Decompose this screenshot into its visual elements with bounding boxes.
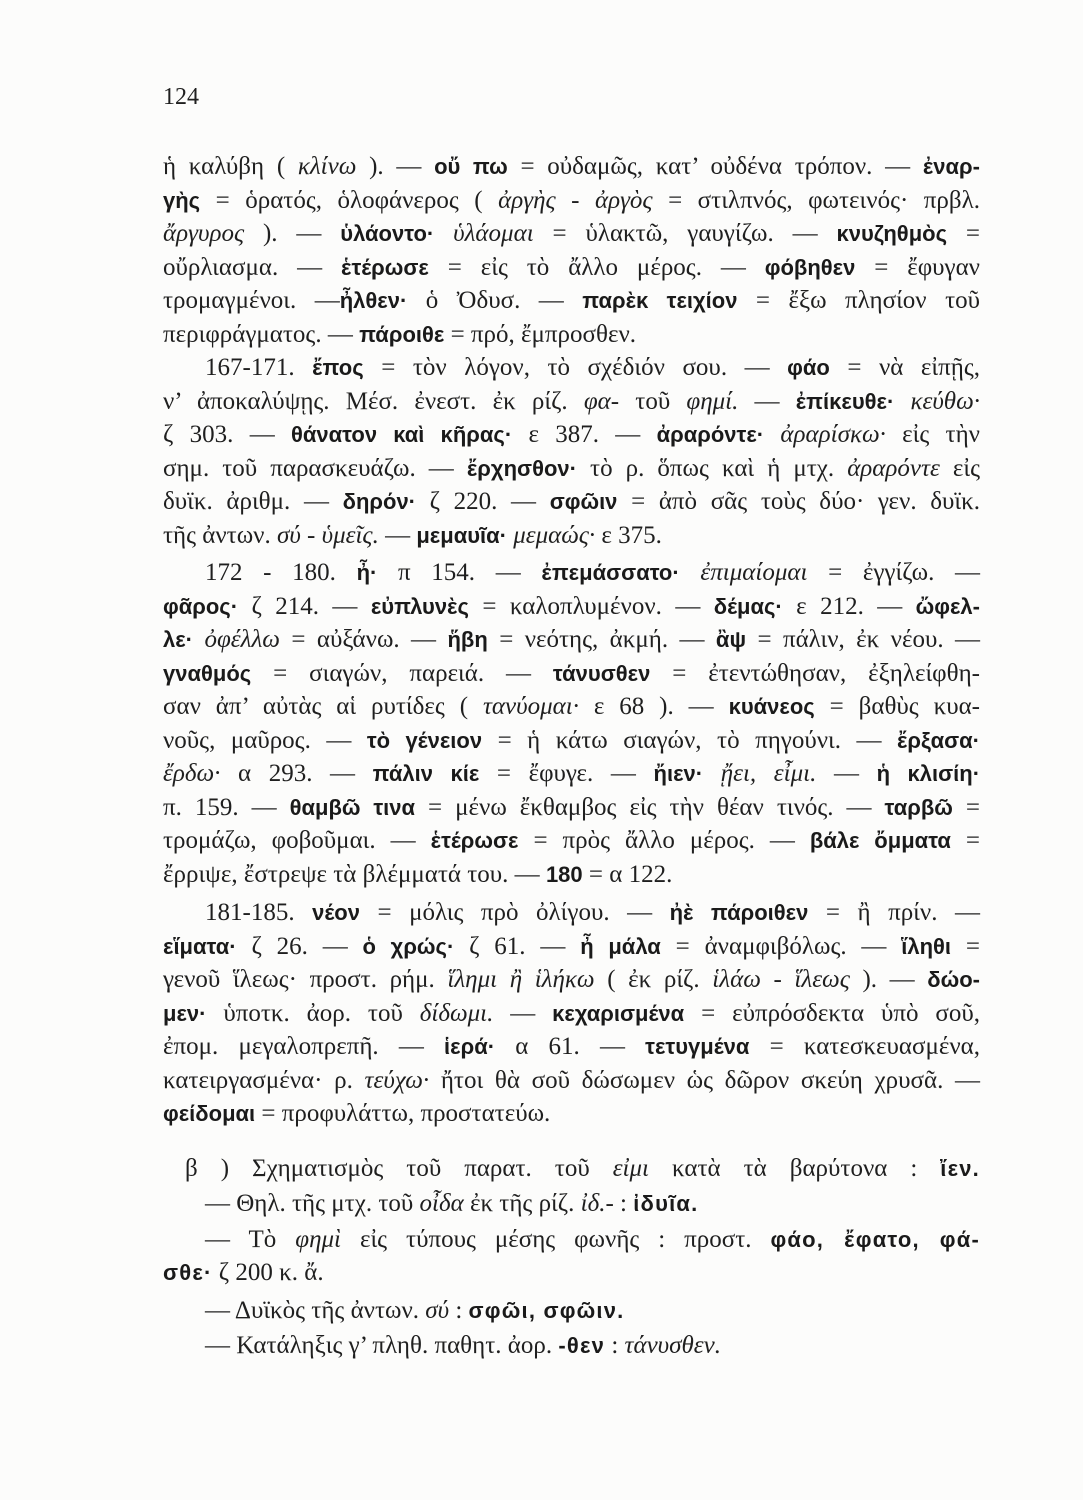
text-span: εἰς τὴν [885,421,980,448]
text-span: εἰς [939,454,981,482]
text-span: ( ἐκ ρίζ. [594,966,713,993]
headword-term: πάλιν κίε [372,761,480,786]
text-span: 181-185. [205,899,313,926]
text-span: ). — [849,966,928,993]
text-line [163,150,980,184]
italic-form: ὀφέλλω [204,626,280,653]
text-line [163,791,980,825]
headword-term: φόβηθεν [764,254,856,280]
text-line [163,284,980,318]
text-line [163,657,980,691]
text-line [163,623,980,657]
headword-term: δέμας· [713,593,783,619]
text-line [163,997,980,1031]
text-span [193,626,204,653]
headword-term: τάνυσθεν [552,660,651,686]
italic-form: τάνυσθεν. [624,1332,721,1359]
text-span: = πρὸς ἄλλο μέρος. — [518,827,810,854]
text-span [434,220,453,247]
headword-term: δώο- [927,967,980,992]
headword-term: σφῶι, σφῶιν. [468,1297,625,1323]
text-span: = ἔξω πλησίον τοῦ [737,287,980,314]
headword-term: ἦ μάλα [580,933,661,959]
text-span: ζ 200 κ. ἄ. [212,1259,324,1286]
text-line [163,519,980,553]
text-span: ). — [244,220,341,247]
text-span: = ἔφυγε. — [479,760,654,787]
headword-term: σφῶιν [549,489,618,514]
text-line [163,724,980,758]
headword-term: παρὲκ τειχίον [582,288,738,313]
headword-term: φάο, ἔφατο, φά- [770,1226,980,1252]
text-span: = ἡ κάτω σιαγών, τὸ πηγούνι. — [482,726,897,754]
text-span: = [951,932,980,960]
text-line [163,351,980,385]
italic-form: ἀραρίσκω· [780,421,886,448]
text-line [163,1097,980,1131]
headword-term: θαμβῶ τινα [289,794,416,820]
headword-term: μεν· [163,1000,207,1026]
headword-term: ἐπίκευθε· [795,388,895,414]
text-span: ἐκ τῆς ρίζ. [463,1190,581,1217]
text-span: π 154. — [377,559,542,586]
text-span: ζ 61. — [454,932,581,960]
text-span [703,760,721,787]
text-line [163,1256,980,1290]
text-line [163,1030,980,1064]
headword-term: φείδομαι [163,1101,256,1126]
text-span: = στιλπνός, φωτεινός· πρβλ. [652,186,980,214]
text-span: = [947,220,981,247]
italic-form: ἀραρόντε [847,454,940,482]
headword-term: ἔρχησθον· [466,455,577,481]
italic-form: τανύομαι· [482,693,579,720]
headword-term: ἱερά· [444,1034,496,1059]
italic-form: κλίνω [297,153,357,180]
text-span: = νεότης, ἀκμή. — [487,626,716,653]
headword-term: -θεν [558,1333,606,1358]
italic-form: φα- [583,387,620,415]
text-span: : [613,1190,634,1217]
text-span: = προφυλάττω, προστατεύω. [255,1100,551,1127]
italic-form: ἔρδω· [163,760,221,787]
text-span: α 293. — [220,760,373,787]
headword-term: ἀραρόντε· [656,422,765,447]
headword-term: ἑτέρωσε [430,828,519,853]
headword-term: ἡ κλισίη· [876,761,981,786]
text-span: τὸ ρ. ὅπως καὶ ἡ μτχ. [576,454,848,482]
headword-term: κνυζηθμὸς [836,221,948,246]
italic-form: φημὶ [295,1225,341,1253]
headword-term: γναθμός [163,660,252,686]
headword-term: ἰδυῖα. [633,1191,699,1216]
headword-term: ἔρξασα· [896,727,980,753]
text-span: — Δυϊκὸς τῆς ἀντων. [205,1296,426,1324]
italic-form: εἰμι [612,1154,649,1182]
text-span: = κατεσκευασμένα, [749,1033,980,1060]
text-line [163,1294,980,1328]
text-span [680,559,701,586]
headword-term: εὐπλυνὲς [370,593,469,619]
text-span: = α 122. [582,860,673,888]
text-line [163,385,980,419]
headword-term: ἔπος [312,355,364,380]
italic-form: κεύθω· [910,387,980,415]
text-span: = ἀναμφιβόλως. — [660,932,902,960]
paragraph [163,1329,980,1363]
text-line [163,896,980,930]
paragraph [163,1152,980,1186]
headword-term: τὸ γένειον [366,727,483,753]
text-span: = ἐγγίζω. — [807,559,981,586]
text-span: οὔρλιασμα. — [163,253,341,281]
text-span: — Τὸ [205,1225,296,1253]
headword-term: πάροιθε [359,321,445,347]
text-line [163,963,980,997]
headword-term: νέον [312,900,360,925]
text-span: — [493,999,553,1027]
headword-term: ἥβη [447,627,488,652]
text-span: = ὁρατός, ὁλοφάνερος ( [200,186,499,214]
italic-form: σύ - ὑμεῖς. [276,521,379,549]
text-span: νοῦς, μαῦρος. — [163,726,367,754]
text-span: ε 68 ). — [578,693,729,720]
text-span: = [950,827,981,854]
italic-form: μεμαώς· [513,521,596,549]
text-line [163,251,980,285]
text-line [163,1187,980,1221]
text-span: = εὐπρόσδεκτα ὑπὸ σοῦ, [684,999,980,1027]
text-span: τρομάζω, φοβοῦμαι. — [163,827,431,854]
text-span: 172 - 180. [205,559,357,586]
headword-term: ταρβῶ [884,794,953,820]
text-span: ζ 220. — [416,488,550,515]
text-span: ἤτοι θὰ σοῦ δώσωμεν ὡς δῶρον σκεύη χρυσᾶ. — [429,1066,980,1094]
text-span: = νὰ εἰπῇς, [829,354,980,381]
text-span: ἔρριψε, ἔστρεψε τὰ βλέμματά του. — [163,860,546,888]
headword-term: τετυγμένα [645,1034,750,1059]
text-span [894,388,910,415]
text-span: = αὐξάνω. — [279,626,448,653]
text-span: = οὐδαμῶς, κατ’ οὐδένα τρόπον. — [507,153,923,180]
text-span: ν’ ἀποκαλύψῃς. Μέσ. ἐνεστ. ἐκ ρίζ. [163,387,584,415]
italic-form: οἶδα [419,1190,464,1217]
text-span: κατειργασμένα· ρ. [163,1066,365,1094]
headword-term: ἴεν. [940,1155,980,1181]
paragraph [163,150,980,351]
text-span: περιφράγματος. — [163,320,360,348]
headword-term: βάλε ὄμματα [809,828,951,853]
text-span: εἰς τύπους μέσης φωνῆς : προστ. [340,1225,771,1253]
text-span: σημ. τοῦ παρασκευάζω. — [163,454,467,482]
text-span: ε 375. [595,521,662,549]
text-span: = ἔφυγαν [855,253,980,281]
paragraph [163,1294,980,1328]
italic-form: ἱλάω - ἵλεως [712,966,850,993]
text-line [163,485,980,519]
text-line [163,556,980,590]
text-span: τῆς ἀντων. [163,521,277,549]
text-span: = μένω ἔκθαμβος εἰς τὴν θέαν τινός. — [415,793,885,821]
text-span: ε 212. — [782,592,916,620]
text-span: = ἐτεντώθησαν, ἐξηλείφθη- [650,659,980,687]
text-span: π. 159. — [163,793,290,821]
text-span: = [952,793,980,821]
paragraph [163,896,980,1131]
headword-term: ἤιεν· [653,761,704,786]
text-span: ὁ Ὀδυσ. — [407,287,583,314]
text-span: 167-171. [205,354,313,381]
headword-term: ἦ· [356,560,378,585]
text-span: = βαθὺς κυα- [814,693,980,720]
text-span: ζ 303. — [163,421,291,448]
text-span: α 61. — [495,1033,646,1060]
text-span: ζ 214. — [238,592,371,620]
paragraph [163,1223,980,1290]
italic-form: ἵλημι ἢ ἱλήκω [447,966,595,993]
italic-form: φημί. [686,387,739,415]
text-line [163,858,980,892]
paragraph [163,1187,980,1221]
italic-form: τεύχω· [364,1066,430,1094]
text-span: — [816,760,877,787]
text-span: = τὸν λόγον, τὸ σχέδιόν σου. — [363,354,788,381]
text-line [163,690,980,724]
text-line [163,1329,980,1363]
headword-term: κυάνεος [728,694,815,719]
text-span: = πάλιν, ἐκ νέου. — [746,626,981,653]
headword-term: ὑλάοντο· [340,221,435,246]
text-span: τρομαγμένοι. — [163,287,340,314]
headword-term: οὔ πω [434,154,508,179]
headword-term: ἠὲ πάροιθεν [669,900,809,925]
text-span: = σιαγών, παρειά. — [251,659,553,687]
headword-term: φᾶρος· [163,593,239,619]
headword-term: ἐπεμάσσατο· [541,560,680,585]
text-line [163,1064,980,1098]
text-span: ἐπομ. μεγαλοπρεπῆ. — [163,1033,445,1060]
text-span: — [378,521,417,549]
text-line [163,1223,980,1257]
text-line [163,318,980,352]
headword-term: ἂψ [715,627,747,652]
commentary-text [163,150,980,1363]
text-span: β ) Σχηματισμὸς τοῦ παρατ. τοῦ [185,1154,613,1182]
text-span: : [449,1296,469,1324]
text-span: = εἰς τὸ ἄλλο μέρος. — [428,253,765,281]
text-span: = καλοπλυμένον. — [468,592,714,620]
text-span: = ἀπὸ σᾶς τοὺς δύο· γεν. δυϊκ. [617,488,980,515]
text-span: ). — [356,153,435,180]
text-line [163,452,980,486]
text-span: = ὑλακτῶ, γαυγίζω. — [533,220,837,247]
text-span: = ἢ πρίν. — [808,899,980,926]
text-span: δυϊκ. ἀριθμ. — [163,488,343,515]
headword-term: γὴς [163,187,201,213]
headword-term: φάο [787,355,830,380]
text-line [163,824,980,858]
text-span [764,421,780,448]
text-span: γενοῦ ἵλεως· προστ. ρήμ. [163,966,448,993]
italic-form: ἀργὴς - ἀργὸς [498,186,653,214]
italic-form: ἰδ.- [580,1190,614,1217]
text-span: : [605,1332,625,1359]
text-span: ε 387. — [512,421,657,448]
text-span: = μόλις πρὸ ὀλίγου. — [359,899,670,926]
text-span: τοῦ [619,387,687,415]
text-line [163,757,980,791]
italic-form: ᾔει, εἶμι. [720,760,817,787]
headword-term: λε· [163,627,194,652]
text-line [163,217,980,251]
headword-term: ὁ χρώς· [362,933,455,959]
headword-term: δηρόν· [342,489,416,514]
text-span: — Κατάληξις γ’ πληθ. παθητ. ἀορ. [205,1332,559,1359]
italic-form: σύ [425,1296,450,1324]
text-line [163,930,980,964]
headword-term: εἵματα· [163,933,237,959]
text-line [163,418,980,452]
paragraph [163,556,980,891]
text-span: — Θηλ. τῆς μτχ. τοῦ [205,1190,420,1217]
text-line [163,184,980,218]
headword-term: κεχαρισμένα [552,1000,685,1026]
italic-form: ἄργυρος [163,220,245,247]
text-span: = πρό, ἔμπροσθεν. [444,320,637,348]
text-line [163,590,980,624]
text-span: ζ 26. — [236,932,363,960]
headword-term: ἦλθεν· [339,288,408,313]
text-span: ὑποτκ. ἀορ. τοῦ [206,999,420,1027]
italic-form: ἐπιμαίομαι [700,559,808,586]
headword-term: ἵληθι [901,933,952,959]
text-span: ἡ καλύβη ( [163,153,298,180]
italic-form: ὑλάομαι [453,220,534,247]
headword-term: σθε· [163,1260,213,1285]
text-span: σαν ἀπ’ αὐτὰς αἱ ρυτίδες ( [163,693,483,720]
page-number: 124 [163,84,199,110]
headword-term: μεμαυῖα· [416,522,507,548]
italic-form: δίδωμι. [419,999,494,1027]
text-line [163,1152,980,1186]
headword-term: 180 [545,861,583,887]
headword-term: ἐναρ- [922,154,980,179]
text-span: — [738,387,796,415]
headword-term: θάνατον καὶ κῆρας· [291,422,513,447]
headword-term: ὤφελ- [915,593,980,619]
headword-term: ἑτέρωσε [341,254,429,280]
text-span: κατὰ τὰ βαρύτονα : [649,1154,941,1182]
paragraph [163,351,980,552]
